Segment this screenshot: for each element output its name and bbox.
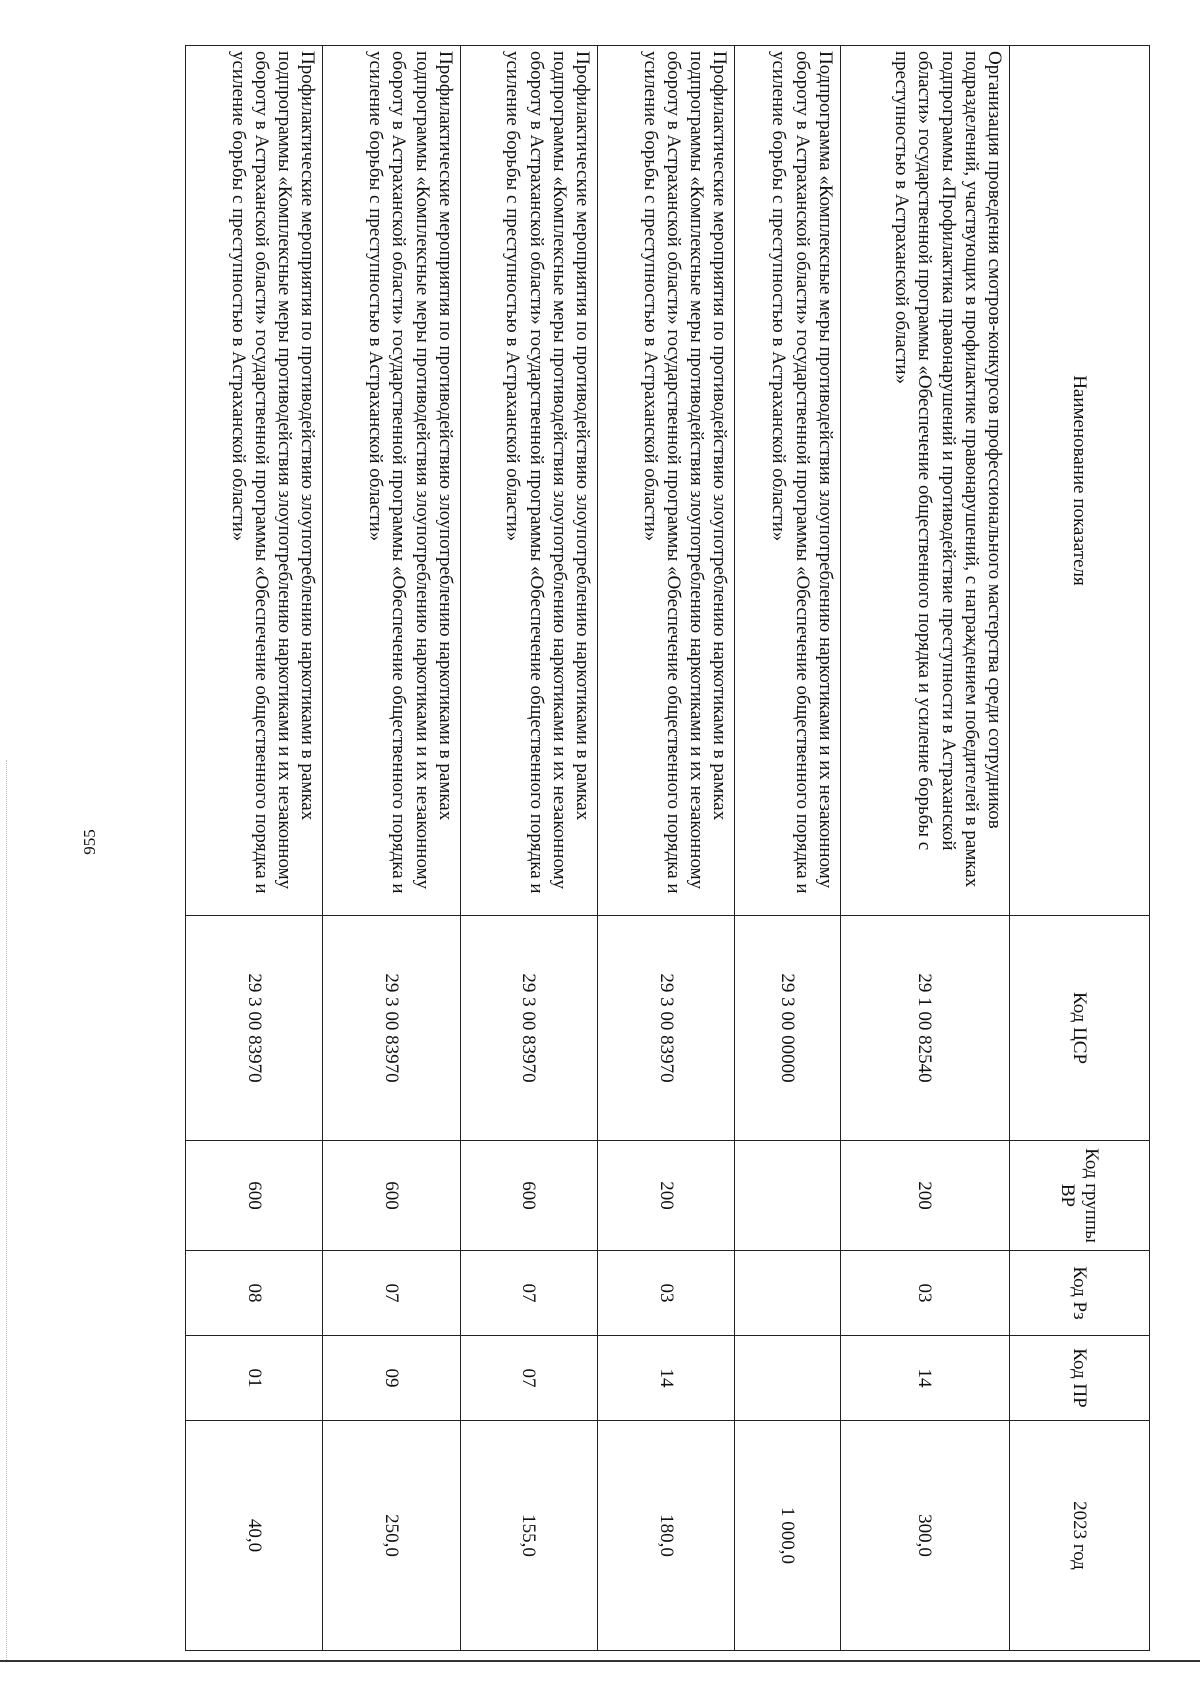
bottom-rule	[0, 1660, 1200, 1662]
header-vr: Код группы ВР	[1010, 1141, 1150, 1251]
cell-vr	[735, 1141, 840, 1251]
header-rz: Код Рз	[1010, 1251, 1150, 1336]
cell-rz: 07	[323, 1251, 460, 1336]
cell-csr: 29 3 00 83970	[323, 916, 460, 1141]
cell-pr	[735, 1336, 840, 1421]
cell-vr: 200	[598, 1141, 735, 1251]
cell-year: 300,0	[840, 1421, 1009, 1651]
header-name: Наименование показателя	[1010, 46, 1150, 916]
cell-csr: 29 3 00 83970	[186, 916, 323, 1141]
cell-vr: 600	[460, 1141, 597, 1251]
cell-name: Профилактические мероприятия по противодействию злоупотреблению наркотиками в рамках подпрограммы «Комплексные меры противодействия злоупотреблению наркотиками и их незаконному обороту в Астраханской области» государственной программы «Обеспечение общественного порядка и усиление борьбы с преступностью в Астраханской области»	[598, 46, 735, 916]
cell-rz: 07	[460, 1251, 597, 1336]
indicator-table	[185, 45, 1150, 1651]
cell-year: 250,0	[323, 1421, 460, 1651]
page-number: 955	[80, 829, 99, 855]
cell-year: 180,0	[598, 1421, 735, 1651]
cell-rz: 03	[840, 1251, 1009, 1336]
table-row	[460, 46, 597, 1651]
cell-name: Профилактические мероприятия по противодействию злоупотреблению наркотиками в рамках подпрограммы «Комплексные меры противодействия злоупотреблению наркотиками и их незаконному обороту в Астраханской области» государственной программы «Обеспечение общественного порядка и усиление борьбы с преступностью в Астраханской области»	[460, 46, 597, 916]
cell-vr: 600	[186, 1141, 323, 1251]
cell-rz: 03	[598, 1251, 735, 1336]
cell-year: 40,0	[186, 1421, 323, 1651]
cell-year: 155,0	[460, 1421, 597, 1651]
cell-vr: 200	[840, 1141, 1009, 1251]
cell-name: Подпрограмма «Комплексные меры противодействия злоупотреблению наркотиками и их незаконному обороту в Астраханской области» государственной программы «Обеспечение общественного порядка и усиление борьбы с преступностью в Астраханской области»	[735, 46, 840, 916]
cell-pr: 14	[598, 1336, 735, 1421]
cell-rz: 08	[186, 1251, 323, 1336]
cell-pr: 07	[460, 1336, 597, 1421]
cell-name: Профилактические мероприятия по противодействию злоупотреблению наркотиками в рамках подпрограммы «Комплексные меры противодействия злоупотреблению наркотиками и их незаконному обороту в Астраханской области» государственной программы «Обеспечение общественного порядка и усиление борьбы с преступностью в Астраханской области»	[323, 46, 460, 916]
cell-name: Профилактические мероприятия по противодействию злоупотреблению наркотиками в рамках подпрограммы «Комплексные меры противодействия злоупотреблению наркотиками и их незаконному обороту в Астраханской области» государственной программы «Обеспечение общественного порядка и усиление борьбы с преступностью в Астраханской области»	[186, 46, 323, 916]
table-row	[840, 46, 1009, 1651]
cell-pr: 14	[840, 1336, 1009, 1421]
cell-vr: 600	[323, 1141, 460, 1251]
cell-name: Организация проведения смотров-конкурсов профессионального мастерства среди сотрудников подразделений, участвующих в профилактике правонарушений, с награждением победителей в рамках подпрограммы «Профилактика правонарушений и противодействие преступности в Астраханской области» государственной программы «Обеспечение общественного порядка и усиление борьбы с преступностью в Астраханской области»	[840, 46, 1009, 916]
table-row	[186, 46, 323, 1651]
table-header-row	[1010, 46, 1150, 1651]
cell-pr: 09	[323, 1336, 460, 1421]
header-pr: Код ПР	[1010, 1336, 1150, 1421]
rotated-table-container	[185, 45, 1150, 1650]
scan-edge-line	[6, 760, 8, 1660]
cell-csr: 29 3 00 83970	[598, 916, 735, 1141]
header-csr: Код ЦСР	[1010, 916, 1150, 1141]
table-row	[598, 46, 735, 1651]
cell-year: 1 000,0	[735, 1421, 840, 1651]
table-row	[323, 46, 460, 1651]
table-row	[735, 46, 840, 1651]
cell-csr: 29 1 00 82540	[840, 916, 1009, 1141]
cell-rz	[735, 1251, 840, 1336]
cell-csr: 29 3 00 83970	[460, 916, 597, 1141]
cell-pr: 01	[186, 1336, 323, 1421]
header-year: 2023 год	[1010, 1421, 1150, 1651]
cell-csr: 29 3 00 00000	[735, 916, 840, 1141]
